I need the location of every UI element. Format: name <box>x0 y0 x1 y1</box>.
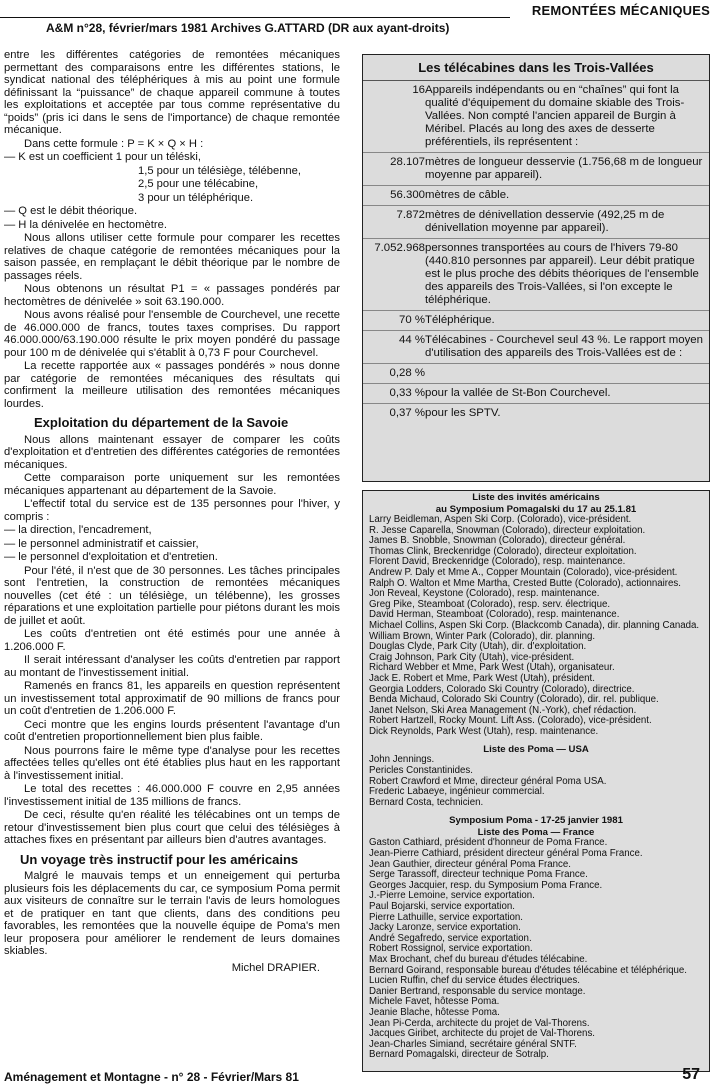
guest-entry: Pericles Constantinides. <box>369 765 473 777</box>
stats-description: mètres de câble. <box>425 189 510 201</box>
guest-entry: John Jennings. <box>369 754 435 766</box>
section-title: REMONTÉES MÉCANIQUES <box>531 3 710 18</box>
article-section-savoie <box>4 434 340 847</box>
guest-entry: Thomas Clink, Breckenridge (Colorado), directeur exploitation. <box>369 545 637 557</box>
guest-entry: William Brown, Winter Park (Colorado), dir. planning. <box>369 630 596 642</box>
stats-description <box>425 367 703 380</box>
article-paragraph: — Q est le débit théorique. <box>4 205 138 217</box>
article-paragraph: Dans cette formule : P = K × Q × H : <box>24 137 204 150</box>
article-section-voyage <box>4 870 340 958</box>
guest-entry: Andrew P. Daly et Mme A., Copper Mountain (Colorado), vice-président. <box>369 566 678 578</box>
guest-entry: Jean Gauthier, directeur général Poma France. <box>369 858 571 870</box>
stats-value: 16 <box>412 84 425 96</box>
american-guests-title: Liste des invités américains <box>472 492 600 503</box>
stats-description: mètres de longueur desservie (1.756,68 m de longueur moyenne par appareil). <box>425 156 703 181</box>
guest-entry: David Herman, Steamboat (Colorado), resp. maintenance. <box>369 609 620 621</box>
stats-box <box>362 54 710 482</box>
article-paragraph: — la direction, l'encadrement, <box>4 524 152 536</box>
article-paragraph: entre les différentes catégories de remontées mécaniques permettant des comparaisons entre les différentes stations, le syndicat national des téléphériques à mis au point une formule définissant la “puissance” de chaque appareil commune à toutes les exploitations et acceptée par tous comme représentative du “poids” (pris ici dans le sens de l'importance) de chaque remontée mécanique. <box>4 49 340 136</box>
guest-entry: James B. Snobble, Snowman (Colorado), directeur général. <box>369 535 626 547</box>
stats-value: 56.300 <box>390 189 425 201</box>
stats-value: 44 % <box>399 334 425 346</box>
source-line: A&M n°28, février/mars 1981 Archives G.ATTARD (DR aux ayant-droits) <box>46 21 450 35</box>
article-paragraph: Le total des recettes : 46.000.000 F couvre en 2,95 années l'investissement initial de 135 millions de francs. <box>4 783 340 808</box>
article-paragraph: Nous allons maintenant essayer de comparer les coûts d'exploitation et d'entretien des différentes catégories de remontées mécaniques. <box>4 433 340 471</box>
stats-row <box>363 239 709 311</box>
article-paragraph: — H la dénivelée en hectomètre. <box>4 218 167 231</box>
section-heading-savoie: Exploitation du département de la Savoie <box>34 415 289 430</box>
poma-france-title: Symposium Poma - 17-25 janvier 1981 <box>449 815 623 827</box>
guest-entry: Jacques Giribet, architecte du projet de Val-Thorens. <box>369 1028 595 1040</box>
stats-row <box>363 311 709 331</box>
guest-entry: Florent David, Breckenridge (Colorado), resp. maintenance. <box>369 556 626 568</box>
guest-entry: Pierre Lathuille, service exportation. <box>369 911 524 923</box>
stats-description: Appareils indépendants ou en “chaînes” qui font la qualité d'équipement du domaine skiable des Trois-Vallées. Non compté l'ancien appareil de Burgin à Méribel. Placés au long des axes de desserte préférentiels, ils représentent : <box>425 84 685 148</box>
stats-description: Téléphérique. <box>425 314 495 326</box>
american-guests-subtitle: au Symposium Pomagalski du 17 au 25.1.81 <box>435 504 637 515</box>
guest-entry: Bernard Costa, technicien. <box>369 796 484 808</box>
section-heading-voyage: Un voyage très instructif pour les américains <box>20 851 299 867</box>
stats-value: 7.052.968 <box>374 242 425 254</box>
guest-entry: Michael Collins, Aspen Ski Corp. (Blackcomb Canada), dir. planning Canada. <box>369 619 700 631</box>
stats-description: pour les SPTV. <box>425 407 501 419</box>
article-paragraph: La recette rapportée aux « passages pondérés » nous donne par catégorie de remontées mécaniques des résultats qui confirment la meilleure utilisation des remontées mécaniques lourdes. <box>4 360 340 410</box>
article-paragraph: De ceci, résulte qu'en réalité les télécabines ont un temps de retour d'investissement bien plus court que celui des télésièges à attaches fixes en présentant par ailleurs bien d'autres avantages. <box>4 809 340 846</box>
guest-entry: Bernard Pomagalski, directeur de Sotralp. <box>369 1049 549 1061</box>
stats-box-title: Les télécabines dans les Trois-Vallées <box>363 55 709 81</box>
article-paragraph: 1,5 pour un télésiège, télébenne, <box>138 164 301 177</box>
guest-entry: Lucien Ruffin, chef du service études électriques. <box>369 975 580 987</box>
guests-box <box>362 490 710 1072</box>
article-paragraph: 3 pour un téléphérique. <box>138 191 254 204</box>
poma-usa-title: Liste des Poma — USA <box>483 744 589 756</box>
guest-entry: Robert Rossignol, service exportation. <box>369 943 533 955</box>
guest-entry: R. Jesse Caparella, Snowman (Colorado), directeur exploitation. <box>369 524 646 536</box>
guest-entry: Georgia Lodders, Colorado Ski Country (Colorado), directrice. <box>369 683 635 695</box>
stats-row <box>363 206 709 239</box>
stats-row <box>363 331 709 364</box>
stats-value: 0,33 % <box>389 387 425 399</box>
author-signature: Michel DRAPIER. <box>231 961 320 974</box>
guest-entry: Jean-Charles Simiand, secrétaire général SNTF. <box>369 1038 577 1050</box>
guest-entry: Dick Reynolds, Park West (Utah), resp. maintenance. <box>369 725 599 737</box>
stats-rows <box>363 81 709 423</box>
article-paragraph: Cette comparaison porte uniquement sur les remontées mécaniques appartenant au département de la Savoie. <box>4 472 340 497</box>
stats-row <box>363 364 709 384</box>
article-paragraph: Nous allons utiliser cette formule pour comparer les recettes relatives de chaque catégorie de remontées mécaniques pour la saison passée, en remplaçant le débit théorique par le nombre de passages réels. <box>4 232 340 282</box>
american-guests-list <box>363 515 709 737</box>
stats-description: mètres de dénivellation desservie (492,25 m de dénivellation moyenne par appareil). <box>425 209 665 234</box>
publication-footer: Aménagement et Montagne - n° 28 - Février/Mars 81 <box>4 1070 299 1084</box>
stats-row <box>363 81 709 153</box>
article-paragraph: — K est un coefficient 1 pour un téléski, <box>4 151 201 163</box>
article-paragraph: — le personnel administratif et caissier, <box>4 537 199 550</box>
guest-entry: J.-Pierre Lemoine, service exportation. <box>369 890 535 902</box>
stats-value: 0,28 % <box>389 367 425 379</box>
guest-entry: André Segafredo, service exportation. <box>369 932 532 944</box>
poma-france-list <box>363 838 709 1060</box>
guest-entry: Michele Favet, hôtesse Poma. <box>369 996 500 1008</box>
guest-entry: Douglas Clyde, Park City (Utah), dir. d'exploitation. <box>369 641 587 653</box>
stats-value: 0,37 % <box>389 407 425 419</box>
article-paragraph: Ceci montre que les engins lourds présentent l'avantage d'un coût d'entretien proportionnellement bien plus faible. <box>4 718 340 743</box>
guest-entry: Ralph O. Walton et Mme Martha, Crested Butte (Colorado), actionnaires. <box>369 577 681 589</box>
article-paragraph: Nous avons réalisé pour l'ensemble de Courchevel, une recette de 46.000.000 de francs, toutes taxes comprises. Du rapport 46.000.000/63.190.000 résulte le prix moyen pondéré du passage pour 100 m de dénivelée qui s'établit à 0,73 F pour Courchevel. <box>4 309 340 359</box>
article-paragraph: Malgré le mauvais temps et un enneigement qui perturba plusieurs fois les déplacements du car, ce symposium Poma permit aux visiteurs de connaître sur le terrain l'avis de leurs homologues et de pratiquer en tant que clients, dans des conditions peu favorables, les remontées que la nouvelle équipe de Poma's men leur proposera pour améliorer le rendement de leurs domaines skiables. <box>4 870 340 957</box>
article-paragraph: — le personnel d'exploitation et d'entretien. <box>4 551 218 563</box>
guest-entry: Danier Bertrand, responsable du service montage. <box>369 985 586 997</box>
poma-usa-list <box>363 755 709 808</box>
guest-entry: Robert Hartzell, Rocky Mount. Lift Ass. (Colorado), vice-président. <box>369 715 652 727</box>
guest-entry: Jacky Laronze, service exportation. <box>369 922 521 934</box>
guest-entry: Paul Bojarski, service exportation. <box>369 901 515 912</box>
poma-france-subtitle: Liste des Poma — France <box>477 827 595 839</box>
guest-entry: Jean-Pierre Cathiard, président directeur général Poma France. <box>369 848 643 860</box>
guest-entry: Jeanie Blache, hôtesse Poma. <box>369 1006 500 1018</box>
stats-description: personnes transportées au cours de l'hivers 79-80 (440.810 personnes par appareil). Leur débit pratique est le plus proche des débits théoriques de l'ensemble des appareils des Trois-Vallées, si l'on excepte le téléphérique. <box>425 242 699 306</box>
stats-row <box>363 404 709 423</box>
stats-value: 70 % <box>399 314 425 326</box>
guest-entry: Serge Tarassoff, directeur technique Poma France. <box>369 869 588 881</box>
stats-row <box>363 153 709 186</box>
stats-description: Télécabines - Courchevel seul 43 %. Le rapport moyen d'utilisation des appareils des Trois-Vallées est de : <box>425 334 703 359</box>
guest-entry: Robert Crawford et Mme, directeur général Poma USA. <box>369 775 607 787</box>
stats-description: pour la vallée de St-Bon Courchevel. <box>425 387 611 399</box>
guest-entry: Max Brochant, chef du bureau d'études télécabine. <box>369 953 588 965</box>
page-number: 57 <box>682 1066 700 1083</box>
article-paragraph: Nous obtenons un résultat P1 = « passages pondérés par hectomètres de dénivelée » soit 63.190.000. <box>4 283 340 308</box>
guest-entry: Frederic Labaeye, ingénieur commercial. <box>369 786 545 798</box>
article-paragraph: L'effectif total du service est de 135 personnes pour l'hiver, y compris : <box>4 498 340 523</box>
guest-entry: Richard Webber et Mme, Park West (Utah), organisateur. <box>369 662 615 674</box>
stats-row <box>363 186 709 206</box>
guest-entry: Jack E. Robert et Mme, Park West (Utah), président. <box>369 672 595 684</box>
stats-value: 28.107 <box>390 156 425 168</box>
article-paragraph: Il serait intéressant d'analyser les coûts d'entretien par rapport au montant de l'investissement initial. <box>4 654 340 679</box>
guest-entry: Craig Johnson, Park City (Utah), vice-président. <box>369 651 575 663</box>
guest-entry: Janet Nelson, Ski Area Management (N.-York), chef rédaction. <box>369 704 637 716</box>
article-paragraph: Ramenés en francs 81, les appareils en question représentent un investissement total approximatif de 90 millions de francs pour un coût d'entretien de 1.206.000 F. <box>4 680 340 717</box>
article-paragraph: 2,5 pour une télécabine, <box>138 178 259 190</box>
header-rule <box>0 17 510 18</box>
article-paragraph: Nous pourrons faire le même type d'analyse pour les recettes affectées telles qu'elles ont été établies plus haut en les rapportant à l'investissement initial. <box>4 744 340 782</box>
guest-entry: Benda Michaud, Colorado Ski Country (Colorado), dir. rel. publique. <box>369 694 659 706</box>
guest-entry: Bernard Goirand, responsable bureau d'études télécabine et téléphérique. <box>369 964 687 976</box>
article-paragraph: Pour l'été, il n'est que de 30 personnes. Les tâches principales sont l'entretien, la construction de remontées mécaniques nouvelles (cet été : un télésiège, un télébenne), les grosses réparations et une exploitation partielle pour piétons durant les mois de juillet et août. <box>4 564 340 627</box>
guest-entry: Jean Pi-Cerda, architecte du projet de Val-Thorens. <box>369 1017 590 1029</box>
stats-row <box>363 384 709 404</box>
guest-entry: Greg Pike, Steamboat (Colorado), resp. serv. électrique. <box>369 598 611 610</box>
guest-entry: Gaston Cathiard, président d'honneur de Poma France. <box>369 837 608 849</box>
guest-entry: Jon Reveal, Keystone (Colorado), resp. maintenance. <box>369 588 600 600</box>
article-column <box>4 49 340 975</box>
article-intro <box>4 49 340 410</box>
guest-entry: Georges Jacquier, resp. du Symposium Poma France. <box>369 879 603 891</box>
article-paragraph: Les coûts d'entretien ont été estimés pour une année à 1.206.000 F. <box>4 628 340 653</box>
stats-value: 7.872 <box>396 209 425 221</box>
guest-entry: Larry Beidleman, Aspen Ski Corp. (Colorado), vice-président. <box>369 514 632 525</box>
